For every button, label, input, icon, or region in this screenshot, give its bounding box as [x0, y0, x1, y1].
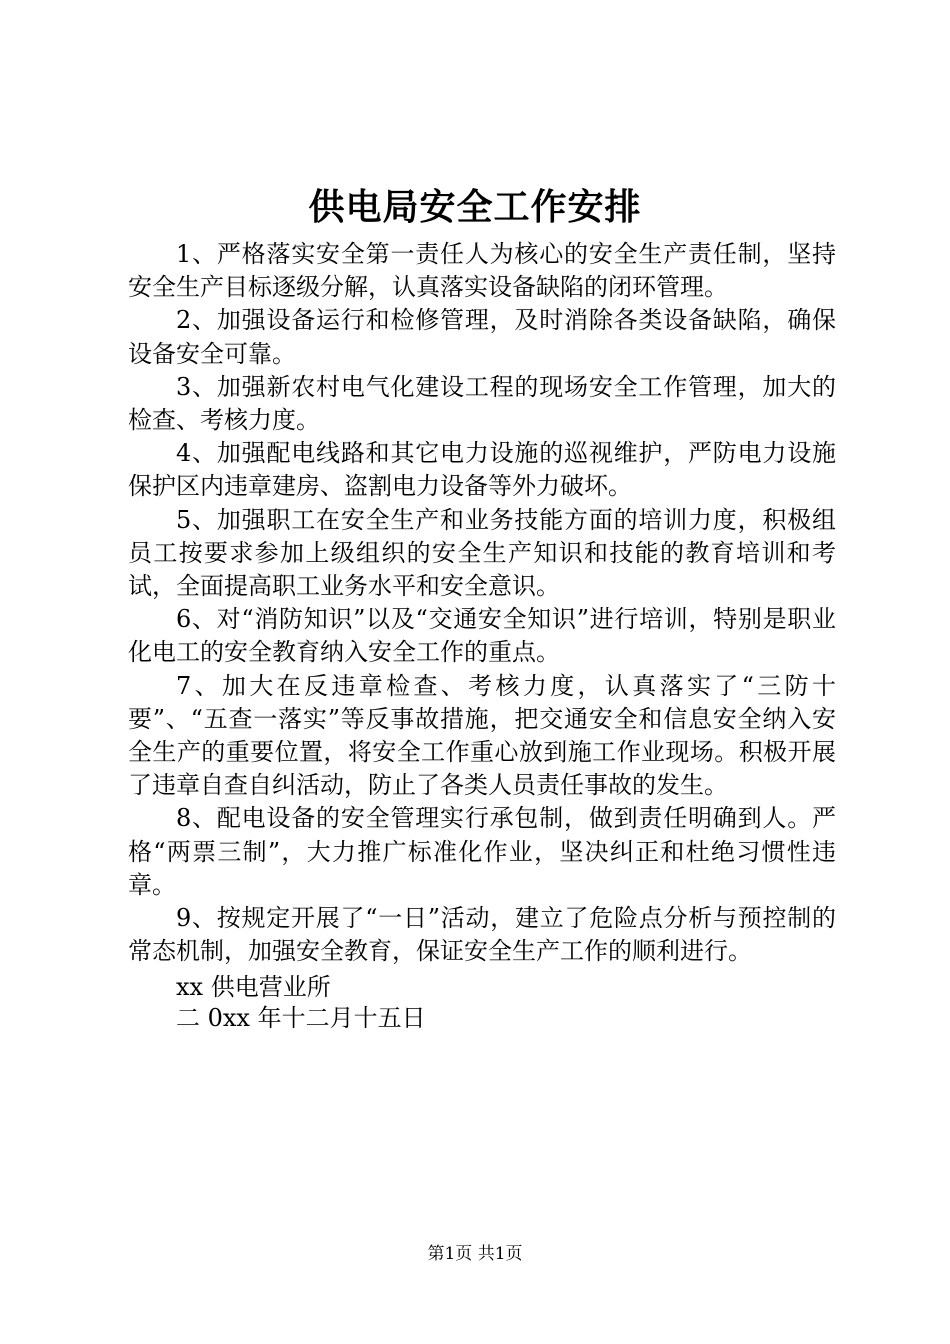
- paragraph-5: 5、加强职工在安全生产和业务技能方面的培训力度，积极组员工按要求参加上级组织的安全生产知识和技能的教育培训和考试，全面提高职工业务水平和安全意识。: [128, 505, 836, 601]
- paragraph-6: 6、对“消防知识”以及“交通安全知识”进行培训，特别是职业化电工的安全教育纳入安全工作的重点。: [128, 605, 836, 667]
- signature-date: 二 0xx 年十二月十五日: [176, 1004, 426, 1032]
- page-footer: 第1页 共1页: [427, 1244, 523, 1264]
- paragraph-2: 2、加强设备运行和检修管理，及时消除各类设备缺陷，确保设备安全可靠。: [128, 306, 836, 368]
- signature-organization: xx 供电营业所: [176, 973, 331, 1001]
- paragraph-9: 9、按规定开展了“一日”活动，建立了危险点分析与预控制的常态机制，加强安全教育，保证安全生产工作的顺利进行。: [128, 904, 836, 966]
- paragraph-4: 4、加强配电线路和其它电力设施的巡视维护，严防电力设施保护区内违章建房、盗割电力设备等外力破坏。: [128, 439, 836, 501]
- paragraph-7: 7、加大在反违章检查、考核力度，认真落实了“三防十要”、“五查一落实”等反事故措施，把交通安全和信息安全纳入安全生产的重要位置，将安全工作重心放到施工作业现场。积极开展了违章自查自纠活动，防止了各类人员责任事故的发生。: [128, 671, 836, 800]
- signature-block: [176, 972, 576, 1034]
- paragraph-3: 3、加强新农村电气化建设工程的现场安全工作管理，加大的检查、考核力度。: [128, 372, 836, 435]
- document-title: 供电局安全工作安排: [308, 186, 642, 228]
- paragraph-1: 1、严格落实安全第一责任人为核心的安全生产责任制，坚持安全生产目标逐级分解，认真落实设备缺陷的闭环管理。: [128, 240, 836, 302]
- paragraph-8: 8、配电设备的安全管理实行承包制，做到责任明确到人。严格“两票三制”，大力推广标准化作业，坚决纠正和杜绝习惯性违章。: [128, 804, 836, 899]
- document-body: [128, 238, 836, 968]
